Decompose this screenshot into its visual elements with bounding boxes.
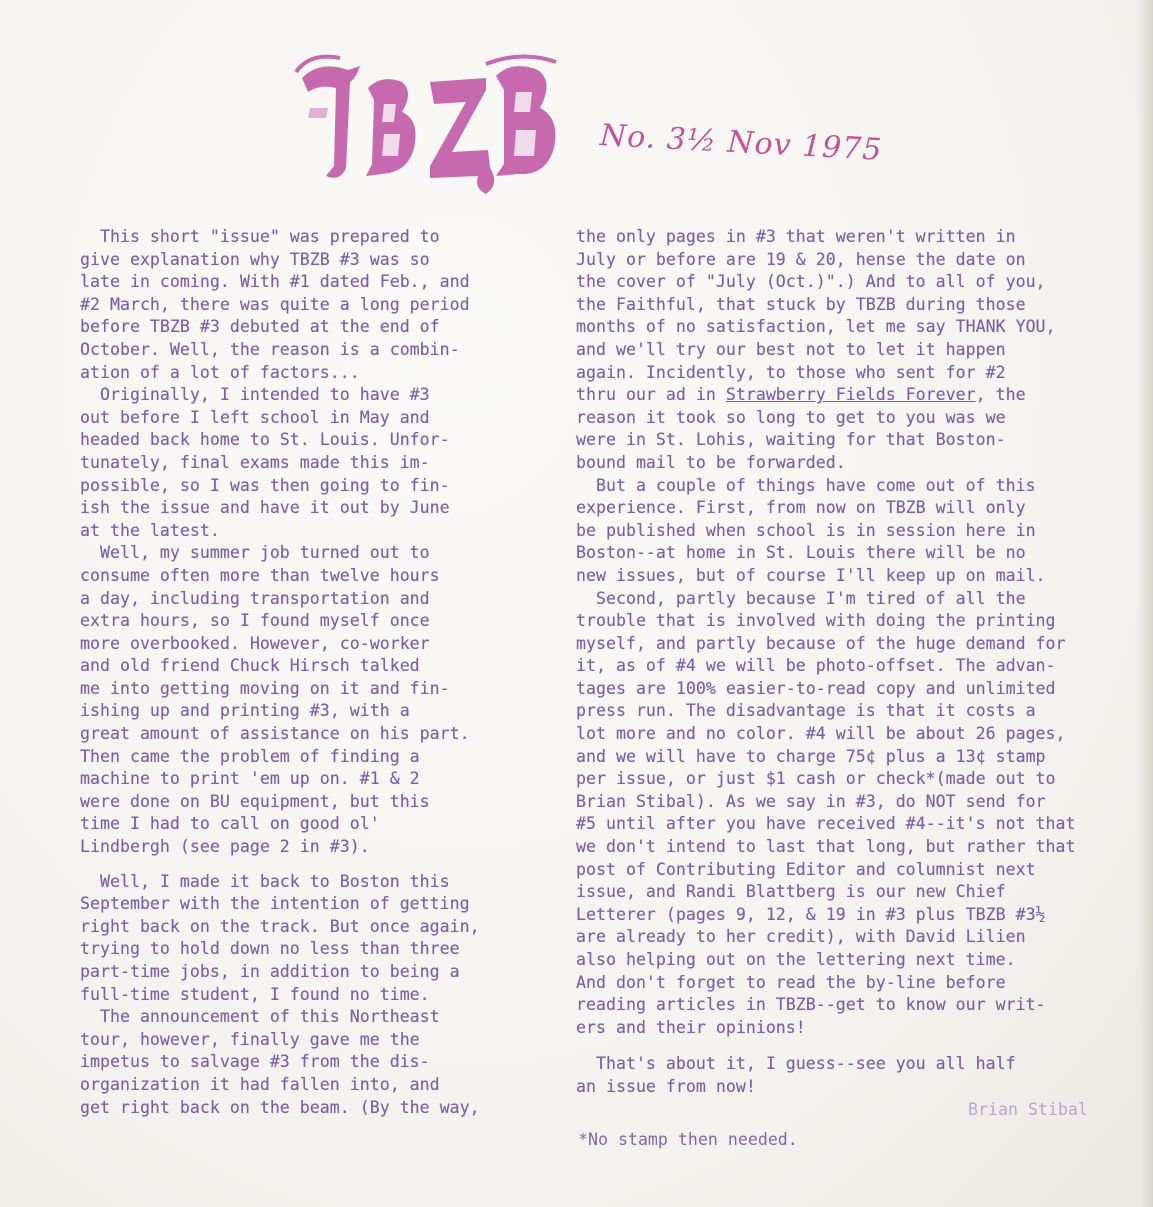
text-line: per issue, or just $1 cash or check*(made out to	[576, 769, 1056, 789]
text-line: July or before are 19 & 20, hense the date on	[576, 249, 1026, 269]
text-line: organization it had fallen into, and	[80, 1074, 440, 1094]
text-line: Second, partly because I'm tired of all the	[576, 588, 1026, 608]
text-line: were in St. Lohis, waiting for that Boston-	[576, 430, 1006, 450]
text-line: Brian Stibal). As we say in #3, do NOT send for	[576, 791, 1046, 811]
text-line: give explanation why TBZB #3 was so	[80, 249, 430, 269]
issue-number-handwritten: No. 3½ Nov 1975	[599, 118, 884, 168]
text-line: extra hours, so I found myself once	[80, 611, 430, 631]
text-line: at the latest.	[80, 520, 220, 540]
text-line: Well, my summer job turned out to	[80, 543, 430, 563]
text-line: the cover of "July (Oct.)".) And to all of you,	[576, 272, 1046, 292]
text-line: consume often more than twelve hours	[80, 565, 440, 585]
text-line: ishing up and printing #3, with a	[80, 701, 410, 721]
text-line: Boston--at home in St. Louis there will be no	[576, 543, 1026, 563]
text-line: That's about it, I guess--see you all half	[576, 1054, 1016, 1074]
text-line: an issue from now!	[576, 1076, 756, 1096]
text-line: be published when school is in session here in	[576, 520, 1036, 540]
text-line: October. Well, the reason is a combin-	[80, 339, 460, 359]
text-line: a day, including transportation and	[80, 588, 430, 608]
signature: Brian Stibal	[968, 1100, 1088, 1119]
text-line: Then came the problem of finding a	[80, 746, 420, 766]
text-line: thru our ad in Strawberry Fields Forever, the	[576, 385, 1026, 405]
text-line: it, as of #4 we will be photo-offset. The advan-	[576, 656, 1056, 676]
text-line: machine to print 'em up on. #1 & 2	[80, 769, 420, 789]
text-line: press run. The disadvantage is that it costs a	[576, 701, 1036, 721]
text-line: and we will have to charge 75¢ plus a 13¢ stamp	[576, 746, 1046, 766]
text-line: the Faithful, that stuck by TBZB during those	[576, 294, 1026, 314]
footnote: *No stamp then needed.	[578, 1130, 798, 1149]
text-line: again. Incidently, to those who sent for #2	[576, 362, 1006, 382]
text-line: reading articles in TBZB--get to know our writ-	[576, 995, 1046, 1015]
text-line: Letterer (pages 9, 12, & 19 in #3 plus TBZB #3½	[576, 904, 1046, 924]
right-text-column	[576, 226, 1136, 1099]
text-line: ation of a lot of factors...	[80, 362, 360, 382]
text-line: #5 until after you have received #4--it's not that	[576, 814, 1076, 834]
text-line: ers and their opinions!	[576, 1017, 806, 1037]
text-line: are already to her credit), with David Lilien	[576, 927, 1026, 947]
magazine-title: Strawberry Fields Forever	[725, 385, 976, 405]
text-line: bound mail to be forwarded.	[576, 452, 846, 472]
text-line: me into getting moving on it and fin-	[80, 678, 450, 698]
tbzb-blackletter-logo	[290, 48, 565, 198]
text-line: tunately, final exams made this im-	[80, 452, 430, 472]
text-line: great amount of assistance on his part.	[80, 724, 470, 744]
text-line: tages are 100% easier-to-read copy and unlimited	[576, 678, 1056, 698]
text-line: new issues, but of course I'll keep up on mail.	[576, 565, 1046, 585]
text-line: possible, so I was then going to fin-	[80, 475, 450, 495]
text-line: out before I left school in May and	[80, 407, 430, 427]
text-line: headed back home to St. Louis. Unfor-	[80, 430, 450, 450]
text-line: right back on the track. But once again,	[80, 916, 480, 936]
text-line: impetus to salvage #3 from the dis-	[80, 1052, 430, 1072]
text-line: Originally, I intended to have #3	[80, 385, 430, 405]
text-line: Well, I made it back to Boston this	[80, 871, 450, 891]
text-line: more overbooked. However, co-worker	[80, 633, 430, 653]
text-line: also helping out on the lettering next time.	[576, 950, 1016, 969]
text-line: trying to hold down no less than three	[80, 939, 460, 959]
text-line: trouble that is involved with doing the printing	[576, 611, 1056, 631]
text-line: issue, and Randi Blattberg is our new Chief	[576, 882, 1006, 902]
text-line: ish the issue and have it out by June	[80, 498, 450, 518]
text-line: full-time student, I found no time.	[80, 984, 430, 1004]
text-line: late in coming. With #1 dated Feb., and	[80, 272, 470, 292]
text-line: September with the intention of getting	[80, 894, 470, 914]
masthead-logo	[290, 48, 565, 198]
text-line: experience. First, from now on TBZB will only	[576, 498, 1026, 518]
text-line: reason it took so long to get to you was we	[576, 407, 1006, 427]
text-line: were done on BU equipment, but this	[80, 791, 430, 811]
text-line: tour, however, finally gave me the	[80, 1029, 420, 1049]
left-text-column	[80, 226, 540, 1119]
text-line: and old friend Chuck Hirsch talked	[80, 656, 420, 676]
paper-edge	[1139, 0, 1153, 1207]
text-line: time I had to call on good ol'	[80, 814, 380, 834]
text-line: post of Contributing Editor and columnist next	[576, 859, 1036, 879]
text-line: the only pages in #3 that weren't written in	[576, 227, 1016, 246]
text-line: we don't intend to last that long, but rather that	[576, 837, 1076, 857]
text-line: myself, and partly because of the huge demand for	[576, 633, 1066, 653]
text-line: get right back on the beam. (By the way,	[80, 1097, 480, 1117]
text-line: lot more and no color. #4 will be about 26 pages,	[576, 724, 1066, 744]
text-line: and we'll try our best not to let it happen	[576, 339, 1006, 359]
text-line: This short "issue" was prepared to	[80, 227, 440, 246]
text-line: But a couple of things have come out of this	[576, 475, 1036, 495]
text-line: before TBZB #3 debuted at the end of	[80, 317, 440, 337]
text-line: Lindbergh (see page 2 in #3).	[80, 837, 370, 857]
text-line: #2 March, there was quite a long period	[80, 294, 470, 314]
text-line: months of no satisfaction, let me say THANK YOU,	[576, 317, 1056, 337]
text-line: And don't forget to read the by-line before	[576, 972, 1006, 992]
text-line: The announcement of this Northeast	[80, 1007, 440, 1027]
text-line: part-time jobs, in addition to being a	[80, 962, 460, 981]
